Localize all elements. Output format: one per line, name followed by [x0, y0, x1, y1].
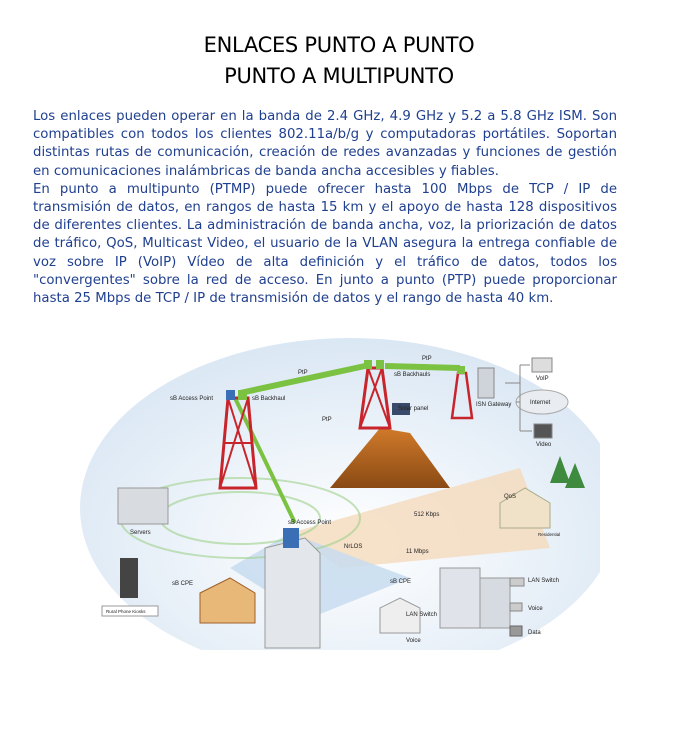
label-residential: Residential: [538, 532, 561, 537]
lan-switch-right: [510, 578, 524, 586]
label-qos: QoS: [504, 494, 517, 500]
data-pc-right: [510, 626, 522, 636]
gateway-server: [478, 368, 494, 398]
central-building: [265, 528, 320, 648]
label-lan-switch-2: LAN Switch: [406, 612, 438, 618]
label-lan-switch-1: LAN Switch: [528, 578, 560, 584]
label-access-point-2: sB Access Point: [288, 520, 332, 526]
label-voice-1: Voice: [528, 606, 543, 612]
label-11mbps: 11 Mbps: [406, 549, 429, 555]
label-data: Data: [528, 630, 541, 636]
servers-box: [118, 488, 168, 524]
label-512kbps: 512 Kbps: [414, 512, 440, 518]
label-backhauls: sB Backhauls: [394, 372, 431, 378]
video-monitor: [534, 424, 552, 438]
paragraph-2: En punto a multipunto (PTMP) puede ofrecer hasta 100 Mbps de TCP / IP de transmisión de datos, en rangos de hasta 15 km y el apoyo de hasta 128 dispositivos de diferentes clientes. La administración de banda ancha, voz, la priorización de datos de tráfico, QoS, Multicast Video, el usuario de la VLAN asegura la entrega confiable de voz sobre IP (VoIP) Vídeo de alta definición y el tráfico de datos, todos los "convergentes" sobre la red de acceso. En junto a punto (PTP) puede proporcionar hasta 25 Mbps de TCP / IP de transmisión de datos y el rango de hasta 40 km.: [33, 181, 617, 307]
label-ptp-left: PtP: [298, 370, 308, 376]
ptp-link-right: [385, 366, 460, 368]
label-isn-gateway: ISN Gateway: [476, 402, 512, 408]
label-internet: Internet: [530, 400, 551, 406]
voip-phone: [532, 358, 552, 372]
label-rural-kiosk: Rural Phone Kiosks: [106, 609, 146, 614]
network-diagram: [80, 338, 600, 650]
label-ptp-right: PtP: [422, 356, 432, 362]
building-right-1: [440, 568, 480, 628]
title-line-1: ENLACES PUNTO A PUNTO: [203, 33, 475, 57]
label-access-point: sB Access Point: [170, 396, 214, 402]
label-voice-2: Voice: [406, 638, 421, 644]
paragraph-1: Los enlaces pueden operar en la banda de 2.4 GHz, 4.9 GHz y 5.2 a 5.8 GHz ISM. Son compatibles con todos los clientes 802.11a/b/g y computadoras portátiles. Soportan distintas rutas de comunicación, creación de redes avanzadas y funciones de gestión en comunicaciones inalámbricas de banda ancha accesibles y fiables.: [33, 109, 617, 179]
label-cpe-right: sB CPE: [390, 579, 412, 585]
label-video: Video: [536, 442, 552, 448]
label-ptp-mid: PtP: [322, 417, 332, 423]
label-voip: VoIP: [536, 376, 549, 382]
voice-phone-right: [510, 603, 522, 611]
body-text: [33, 108, 617, 308]
label-backhaul: sB Backhaul: [252, 396, 286, 402]
title-line-2: PUNTO A MULTIPUNTO: [224, 64, 454, 88]
phone-kiosk: [120, 558, 138, 598]
label-servers: Servers: [130, 530, 151, 536]
building-right-2: [480, 578, 510, 628]
label-cpe-left: sB CPE: [172, 581, 194, 587]
label-nrlos: NrLOS: [344, 544, 363, 550]
label-solar-panel: Solar panel: [398, 406, 429, 412]
